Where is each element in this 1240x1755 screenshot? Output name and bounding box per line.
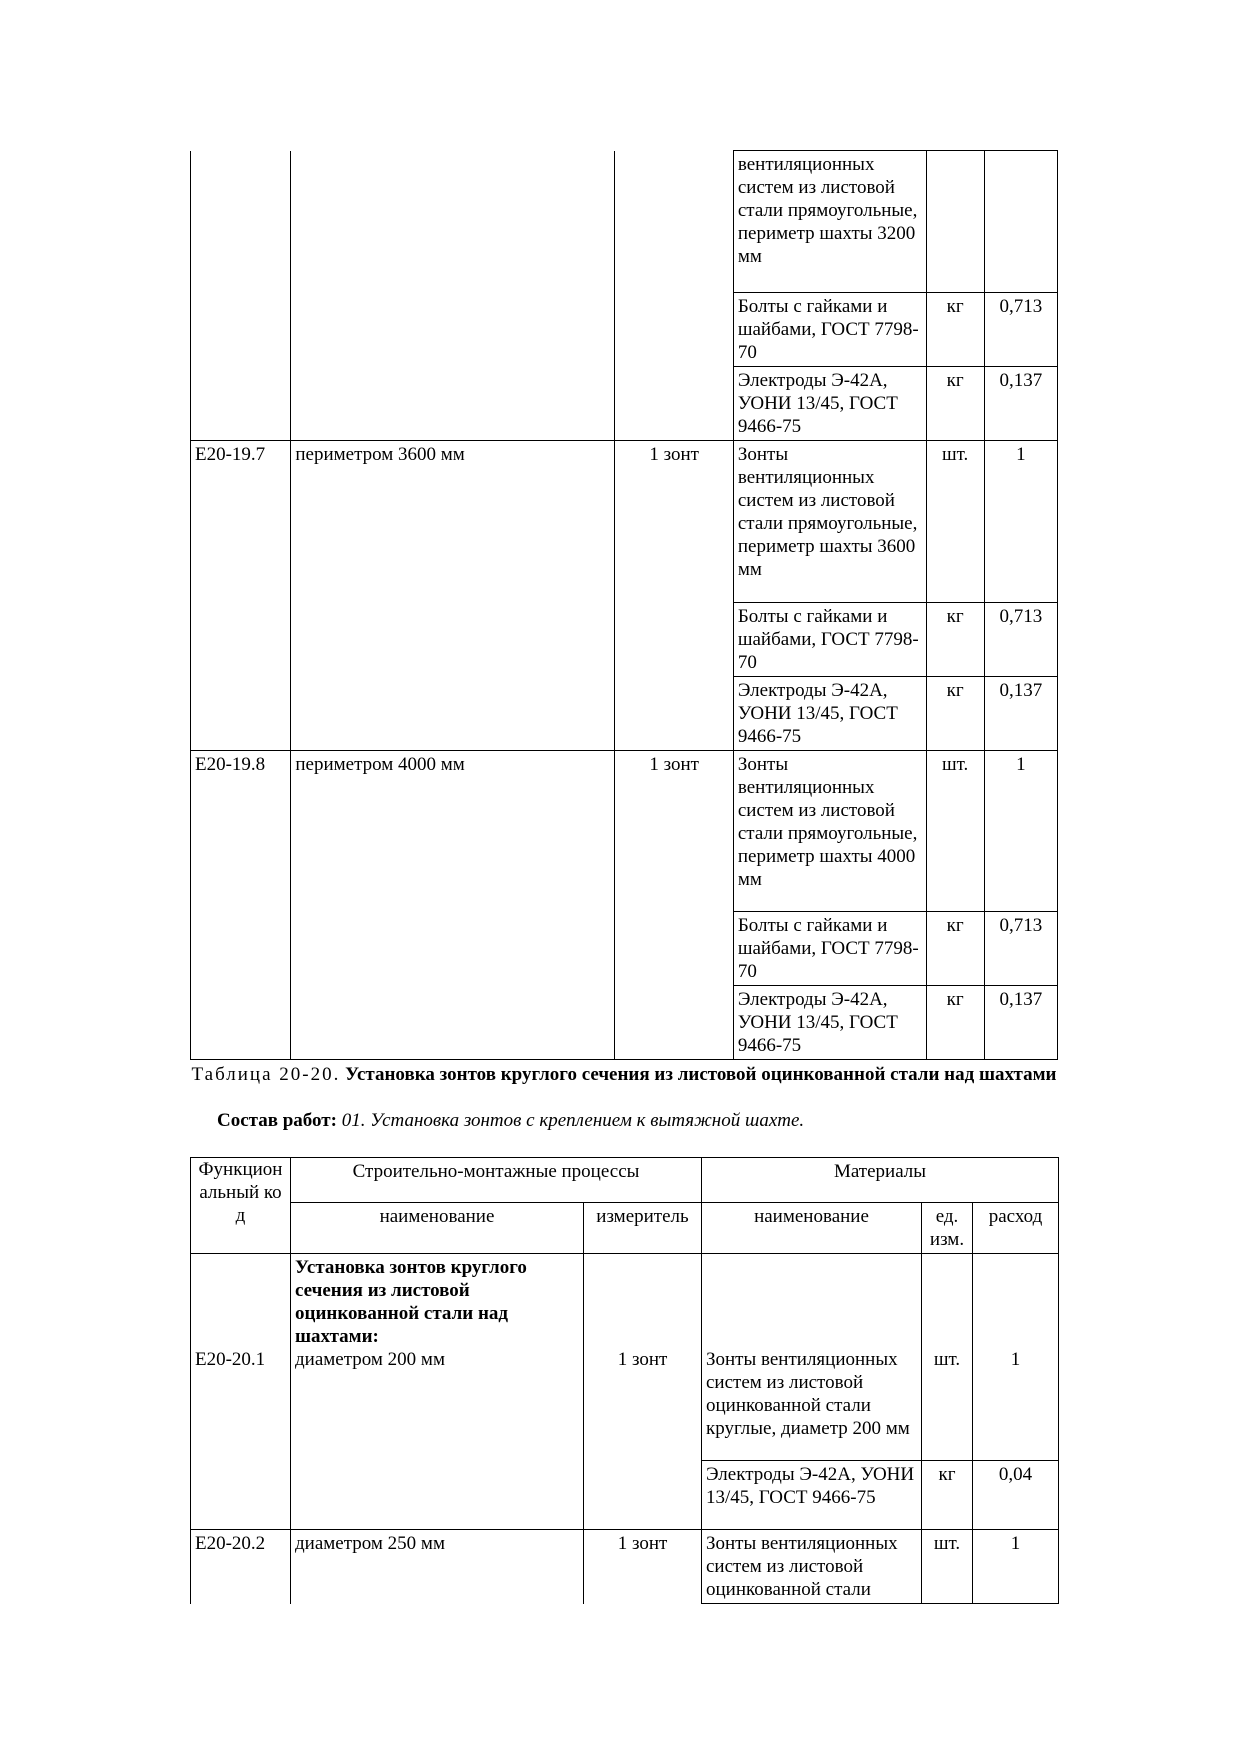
empty-cell [584, 1460, 702, 1530]
table-caption [190, 1063, 1058, 1086]
group-title: Установка зонтов круглого сечения из листовой оцинкованной стали над шахтами: [295, 1257, 527, 1347]
empty-cell [615, 293, 733, 367]
empty-cell [191, 986, 291, 1060]
work-composition [217, 1109, 804, 1132]
table-row [191, 151, 1058, 293]
material-name-cell: Электроды Э-42А, УОНИ 13/45, ГОСТ 9466-75 [733, 676, 926, 750]
material-unit-cell: кг [926, 367, 984, 441]
process-unit-cell: 1 зонт [615, 750, 733, 912]
material-name-cell: Зонты вентиляционных систем из листовой стали прямоугольные, периметр шахты 3600 мм [733, 441, 926, 603]
table-row [191, 602, 1058, 676]
material-qty-cell [973, 1254, 1059, 1461]
material-qty-cell: 1 [973, 1530, 1059, 1604]
material-name: Зонты вентиляционных систем из листовой оцинкованной стали круглые, диаметр 200 мм [706, 1349, 910, 1439]
empty-cell [291, 912, 615, 986]
material-name-cell: Зонты вентиляционных систем из листовой оцинкованной стали [702, 1530, 922, 1604]
empty-cell [191, 676, 291, 750]
material-qty-cell: 0,137 [984, 986, 1057, 1060]
material-name-cell: Болты с гайками и шайбами, ГОСТ 7798-70 [733, 602, 926, 676]
code-cell [191, 1254, 291, 1461]
material-name-cell: Болты с гайками и шайбами, ГОСТ 7798-70 [733, 912, 926, 986]
process-name-cell [291, 1254, 584, 1461]
table-row [191, 367, 1058, 441]
process-name-cell: периметром 4000 мм [291, 750, 615, 912]
work-composition-text: 01. Установка зонтов с креплением к вытяжной шахте. [341, 1110, 805, 1131]
material-unit-cell: кг [926, 293, 984, 367]
table-row [191, 1530, 1059, 1604]
material-qty-cell: 0,04 [973, 1460, 1059, 1530]
material-unit-cell: кг [926, 986, 984, 1060]
table-row [191, 1460, 1059, 1530]
empty-cell [615, 676, 733, 750]
material-qty: 1 [1010, 1349, 1021, 1370]
header-material-unit: ед. изм. [922, 1203, 973, 1254]
header-material-qty: расход [973, 1203, 1059, 1254]
material-qty-cell: 0,137 [984, 676, 1057, 750]
table-caption-title: Установка зонтов круглого сечения из листовой оцинкованной стали над шахтами [345, 1064, 1057, 1085]
process-unit-cell: 1 зонт [584, 1530, 702, 1604]
empty-cell [291, 676, 615, 750]
code-cell: Е20-19.8 [191, 750, 291, 912]
material-unit-cell: шт. [922, 1530, 973, 1604]
material-unit-cell: кг [922, 1460, 973, 1530]
empty-cell [291, 367, 615, 441]
table-row [191, 986, 1058, 1060]
empty-cell [291, 1460, 584, 1530]
process-unit-cell: 1 зонт [615, 441, 733, 603]
empty-cell [291, 293, 615, 367]
material-name-cell: Болты с гайками и шайбами, ГОСТ 7798-70 [733, 293, 926, 367]
table-row [191, 676, 1058, 750]
norms-table-20-20 [190, 1157, 1059, 1604]
table-row [191, 441, 1058, 603]
header-process-unit: измеритель [584, 1203, 702, 1254]
code-cell [191, 151, 291, 293]
process-name-cell: периметром 3600 мм [291, 441, 615, 603]
work-composition-label: Состав работ: [217, 1110, 337, 1131]
material-name-cell: Электроды Э-42А, УОНИ 13/45, ГОСТ 9466-75 [733, 367, 926, 441]
table-header-row [191, 1158, 1059, 1203]
empty-cell [291, 986, 615, 1060]
process-unit-cell [584, 1254, 702, 1461]
empty-cell [615, 602, 733, 676]
table-header-row [191, 1203, 1059, 1254]
material-qty-cell: 0,713 [984, 912, 1057, 986]
material-unit: шт. [933, 1349, 961, 1370]
table-row [191, 912, 1058, 986]
empty-cell [191, 1460, 291, 1530]
code-text: Е20-20.1 [195, 1349, 266, 1370]
empty-cell [191, 912, 291, 986]
header-processes: Строительно-монтажные процессы [291, 1158, 702, 1203]
process-name-cell: диаметром 250 мм [291, 1530, 584, 1604]
header-materials: Материалы [702, 1158, 1059, 1203]
material-unit-cell: кг [926, 912, 984, 986]
code-cell: Е20-19.7 [191, 441, 291, 603]
material-unit-cell [926, 151, 984, 293]
material-unit-cell: кг [926, 602, 984, 676]
table-row [191, 1254, 1059, 1461]
norms-table-20-19 [190, 150, 1058, 1060]
table-caption-label: Таблица 20-20. [191, 1064, 341, 1085]
material-unit-cell: шт. [926, 441, 984, 603]
material-qty-cell [984, 151, 1057, 293]
material-name-cell: Электроды Э-42А, УОНИ 13/45, ГОСТ 9466-75 [733, 986, 926, 1060]
material-qty-cell: 0,713 [984, 293, 1057, 367]
material-unit-cell: кг [926, 676, 984, 750]
header-process-name: наименование [291, 1203, 584, 1254]
empty-cell [615, 367, 733, 441]
table-row [191, 750, 1058, 912]
empty-cell [191, 602, 291, 676]
material-unit-cell [922, 1254, 973, 1461]
process-unit-cell [615, 151, 733, 293]
empty-cell [615, 912, 733, 986]
empty-cell [191, 293, 291, 367]
material-name-cell: Зонты вентиляционных систем из листовой стали прямоугольные, периметр шахты 4000 мм [733, 750, 926, 912]
material-name-cell: вентиляционных систем из листовой стали прямоугольные, периметр шахты 3200 мм [733, 151, 926, 293]
material-qty-cell: 1 [984, 750, 1057, 912]
header-material-name: наименование [702, 1203, 922, 1254]
empty-cell [291, 602, 615, 676]
empty-cell [615, 986, 733, 1060]
code-cell: Е20-20.2 [191, 1530, 291, 1604]
process-unit: 1 зонт [617, 1349, 668, 1370]
material-qty-cell: 0,713 [984, 602, 1057, 676]
material-name-cell [702, 1254, 922, 1461]
material-qty-cell: 0,137 [984, 367, 1057, 441]
empty-cell [191, 367, 291, 441]
process-name-cell [291, 151, 615, 293]
material-name-cell: Электроды Э-42А, УОНИ 13/45, ГОСТ 9466-75 [702, 1460, 922, 1530]
material-unit-cell: шт. [926, 750, 984, 912]
table-row [191, 293, 1058, 367]
material-qty-cell: 1 [984, 441, 1057, 603]
process-name: диаметром 200 мм [295, 1349, 445, 1370]
header-code: Функциональный код [191, 1158, 291, 1254]
